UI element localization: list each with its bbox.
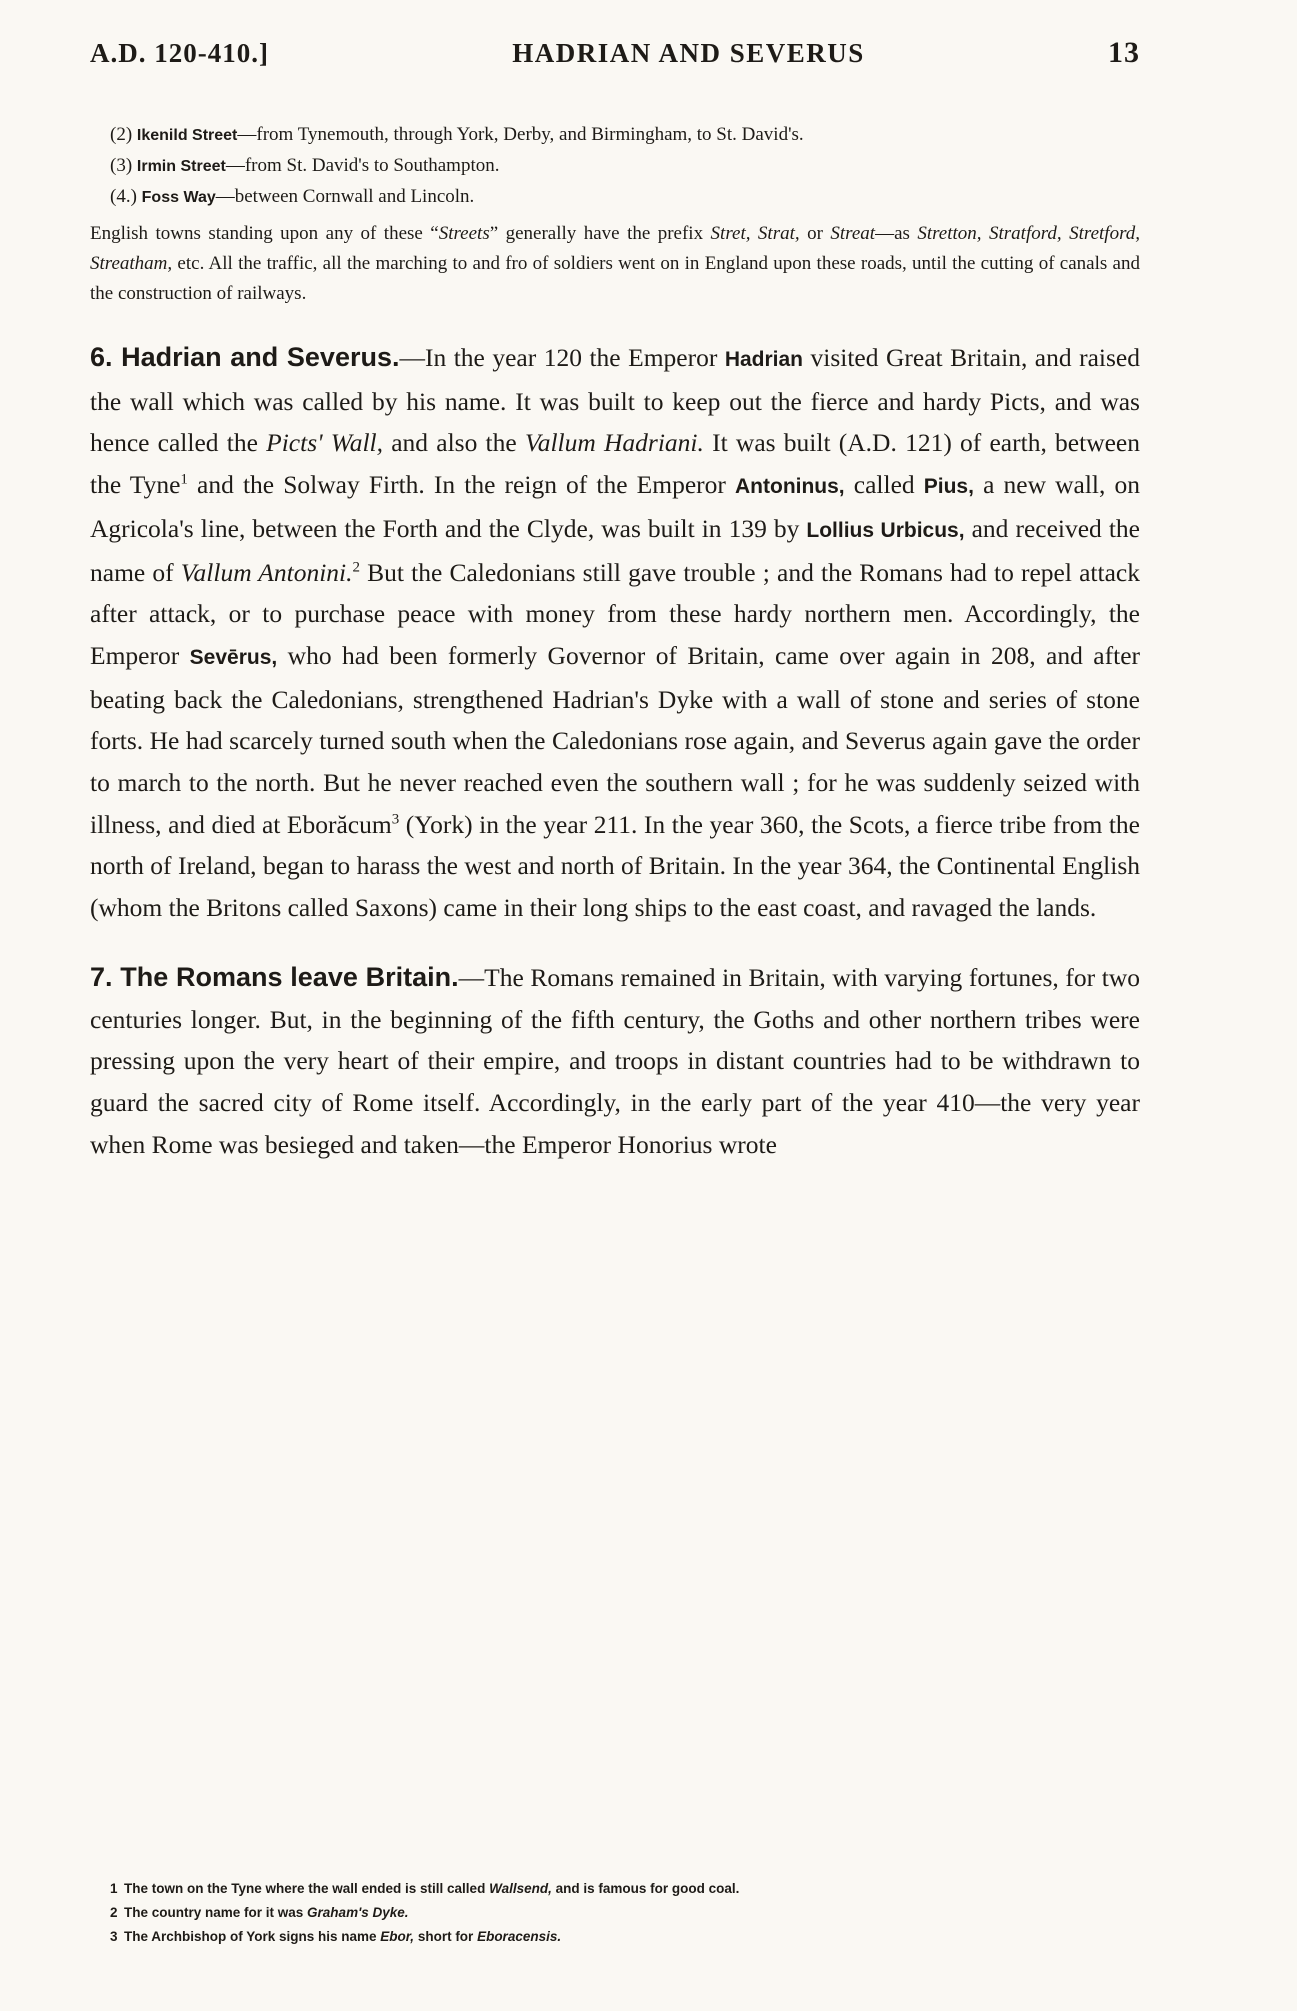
road-item-foss: (4.) Foss Way—between Cornwall and Lincoln. <box>110 186 475 207</box>
section-7-heading: 7. The Romans leave Britain. <box>90 961 459 992</box>
footnote-ref-1: 1 <box>180 471 188 488</box>
section-7: 7. The Romans leave Britain.—The Romans remained in Britain, with varying fortunes, for two centuries longer. But, in the beginning of the fifth century, the Goths and other northern tribes were pressing upon the very heart of their empire, and troops in distant countries had to be withdrawn to guard the sacred city of Rome itself. Accordingly, in the early part of the year 410—the very year when Rome was besieged and taken—the Emperor Honorius wrote <box>90 961 1141 1159</box>
footnote-1: 1 The town on the Tyne where the wall ended is still called Wallsend, and is famous for good coal. <box>110 1881 740 1896</box>
running-head <box>90 36 1140 76</box>
page <box>90 36 1140 1165</box>
page-number: 13 <box>1107 36 1140 69</box>
header-title: HADRIAN AND SEVERUS <box>512 38 865 68</box>
roads-notes <box>90 120 1140 309</box>
road-item-irmin: (3) Irmin Street—from St. David's to Southampton. <box>110 155 500 176</box>
road-item-ikenild: (2) Ikenild Street—from Tynemouth, through York, Derby, and Birmingham, to St. David's. <box>110 124 804 145</box>
footnote-2: 2 The country name for it was Graham's Dyke. <box>110 1905 409 1920</box>
footnote-ref-2: 2 <box>352 559 361 576</box>
footnote-ref-3: 3 <box>391 811 400 828</box>
streets-paragraph: English towns standing upon any of these “Streets” generally have the prefix Stret, Strat, or Streat—as Stretton, Stratford, Stretford, Streatham, etc. All the traffic, all the marching to and fro of soldiers went on in England upon these roads, until the cutting of canals and the construction of railways. <box>90 223 1141 304</box>
footnotes <box>110 1877 1110 1949</box>
footnote-3: 3 The Archbishop of York signs his name Ebor, short for Eboracensis. <box>110 1929 562 1944</box>
header-date-range: A.D. 120-410.] <box>90 38 269 68</box>
section-6-heading: 6. Hadrian and Severus. <box>90 342 400 372</box>
section-6: 6. Hadrian and Severus.—In the year 120 the Emperor Hadrian visited Great Britain, and raised the wall which was called by his name. It was built to keep out the fierce and hardy Picts, and was hence called the Picts' Wall, and also the Vallum Hadriani. It was built (A.D. 121) of earth, between the Tyne$^1$ and the Solway Firth. In the reign of the Emperor Antoninus, called Pius, a new wall, on Agricola's line, between the Forth and the Clyde, was built in 139 by Lollius Urbicus, and received the name of Vallum Antonini.$^2$ But the Caledonians still gave trouble ; and the Romans had to repel attack after attack, or to purchase peace with money from these hardy northern men. Accordingly, the Emperor Sevērus, who had been formerly Governor of Britain, came over again in 208, and after beating back the Caledonians, strengthened Hadrian's Dyke with a wall of stone and series of stone forts. He had scarcely turned south when the Caledonians rose again, and Severus again gave the order to march to the north. But he never reached even the southern wall ; for he was suddenly seized with illness, and died at Eborăcum$^3$ (York) in the year 211. In the year 360, the Scots, a fierce tribe from the north of Ireland, began to harass the west and north of Britain. In the year 364, the Continental English (whom the Britons called Saxons) came in their long ships to the east coast, and ravaged the lands. <box>90 342 1141 923</box>
